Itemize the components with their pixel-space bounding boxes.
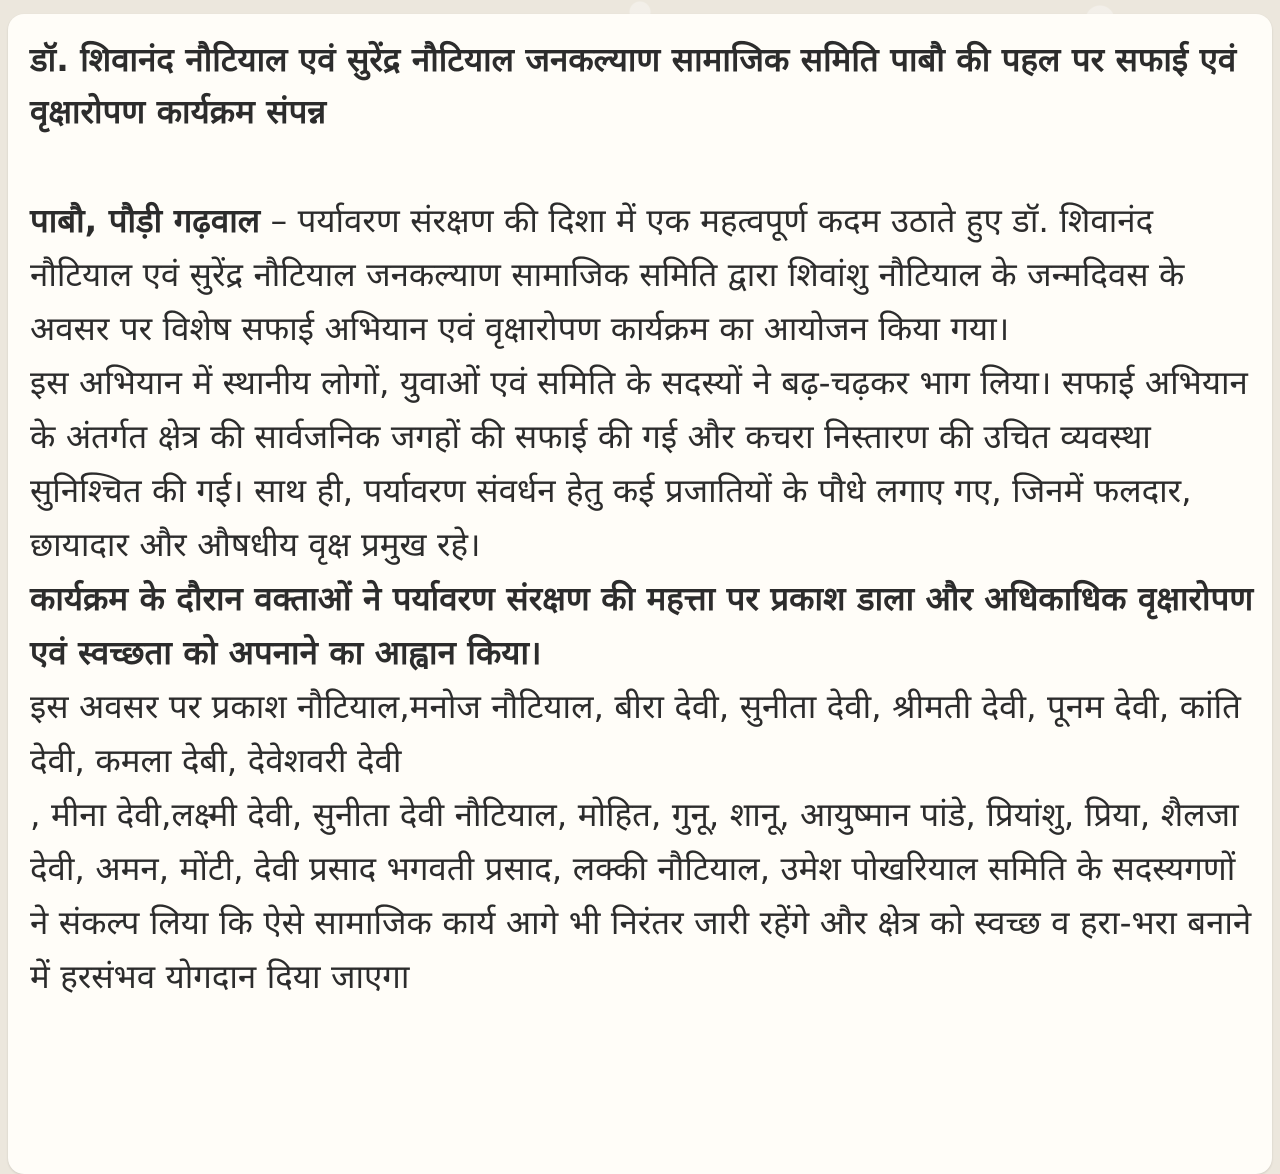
message-title: डॉ. शिवानंद नौटियाल एवं सुरेंद्र नौटियाल जनकल्याण सामाजिक समिति पाबौ की पहल पर सफाई एवं वृक्षारोपण कार्यक्रम संपन्न — [30, 40, 1237, 131]
location-label: पाबौ, पौड़ी गढ़वाल — [30, 201, 261, 240]
message-bubble[interactable] — [8, 14, 1272, 1174]
paragraph-1-text: – पर्यावरण संरक्षण की दिशा में एक महत्वपूर्ण कदम उठाते हुए डॉ. शिवानंद नौटियाल एवं सुरेंद्र नौटियाल जनकल्याण सामाजिक समिति द्वारा शिवांशु नौटियाल के जन्मदिवस के अवसर पर विशेष सफाई अभियान एवं वृक्षारोपण कार्यक्रम का आयोजन किया गया। — [30, 201, 1185, 348]
paragraph-4: इस अवसर पर प्रकाश नौटियाल,मनोज नौटियाल, बीरा देवी, सुनीता देवी, श्रीमती देवी, पूनम देवी, कांति देवी, कमला देबी, देवेशवरी देवी — [30, 687, 1241, 780]
location-paragraph — [30, 194, 1255, 356]
message-text — [30, 34, 1255, 1004]
paragraph-3: कार्यक्रम के दौरान वक्ताओं ने पर्यावरण संरक्षण की महत्ता पर प्रकाश डाला और अधिकाधिक वृक्षारोपण एवं स्वच्छता को अपनाने का आह्वान किया। — [30, 579, 1254, 672]
paragraph-spacer — [30, 138, 1255, 194]
paragraph-5: , मीना देवी,लक्ष्मी देवी, सुनीता देवी नौटियाल, मोहित, गुनू, शानू, आयुष्मान पांडे, प्रियांशु, प्रिया, शैलजा देवी, अमन, मोंटी, देवी प्रसाद भगवती प्रसाद, लक्की नौटियाल, उमेश पोखरियाल समिति के सदस्यगणों ने संकल्प लिया कि ऐसे सामाजिक कार्य आगे भी निरंतर जारी रहेंगे और क्षेत्र को स्वच्छ व हरा-भरा बनाने में हरसंभव योगदान दिया जाएगा — [30, 795, 1252, 996]
paragraph-2: इस अभियान में स्थानीय लोगों, युवाओं एवं समिति के सदस्यों ने बढ़-चढ़कर भाग लिया। सफाई अभियान के अंतर्गत क्षेत्र की सार्वजनिक जगहों की सफाई की गई और कचरा निस्तारण की उचित व्यवस्था सुनिश्चित की गई। साथ ही, पर्यावरण संवर्धन हेतु कई प्रजातियों के पौधे लगाए गए, जिनमें फलदार, छायादार और औषधीय वृक्ष प्रमुख रहे। — [30, 363, 1248, 564]
